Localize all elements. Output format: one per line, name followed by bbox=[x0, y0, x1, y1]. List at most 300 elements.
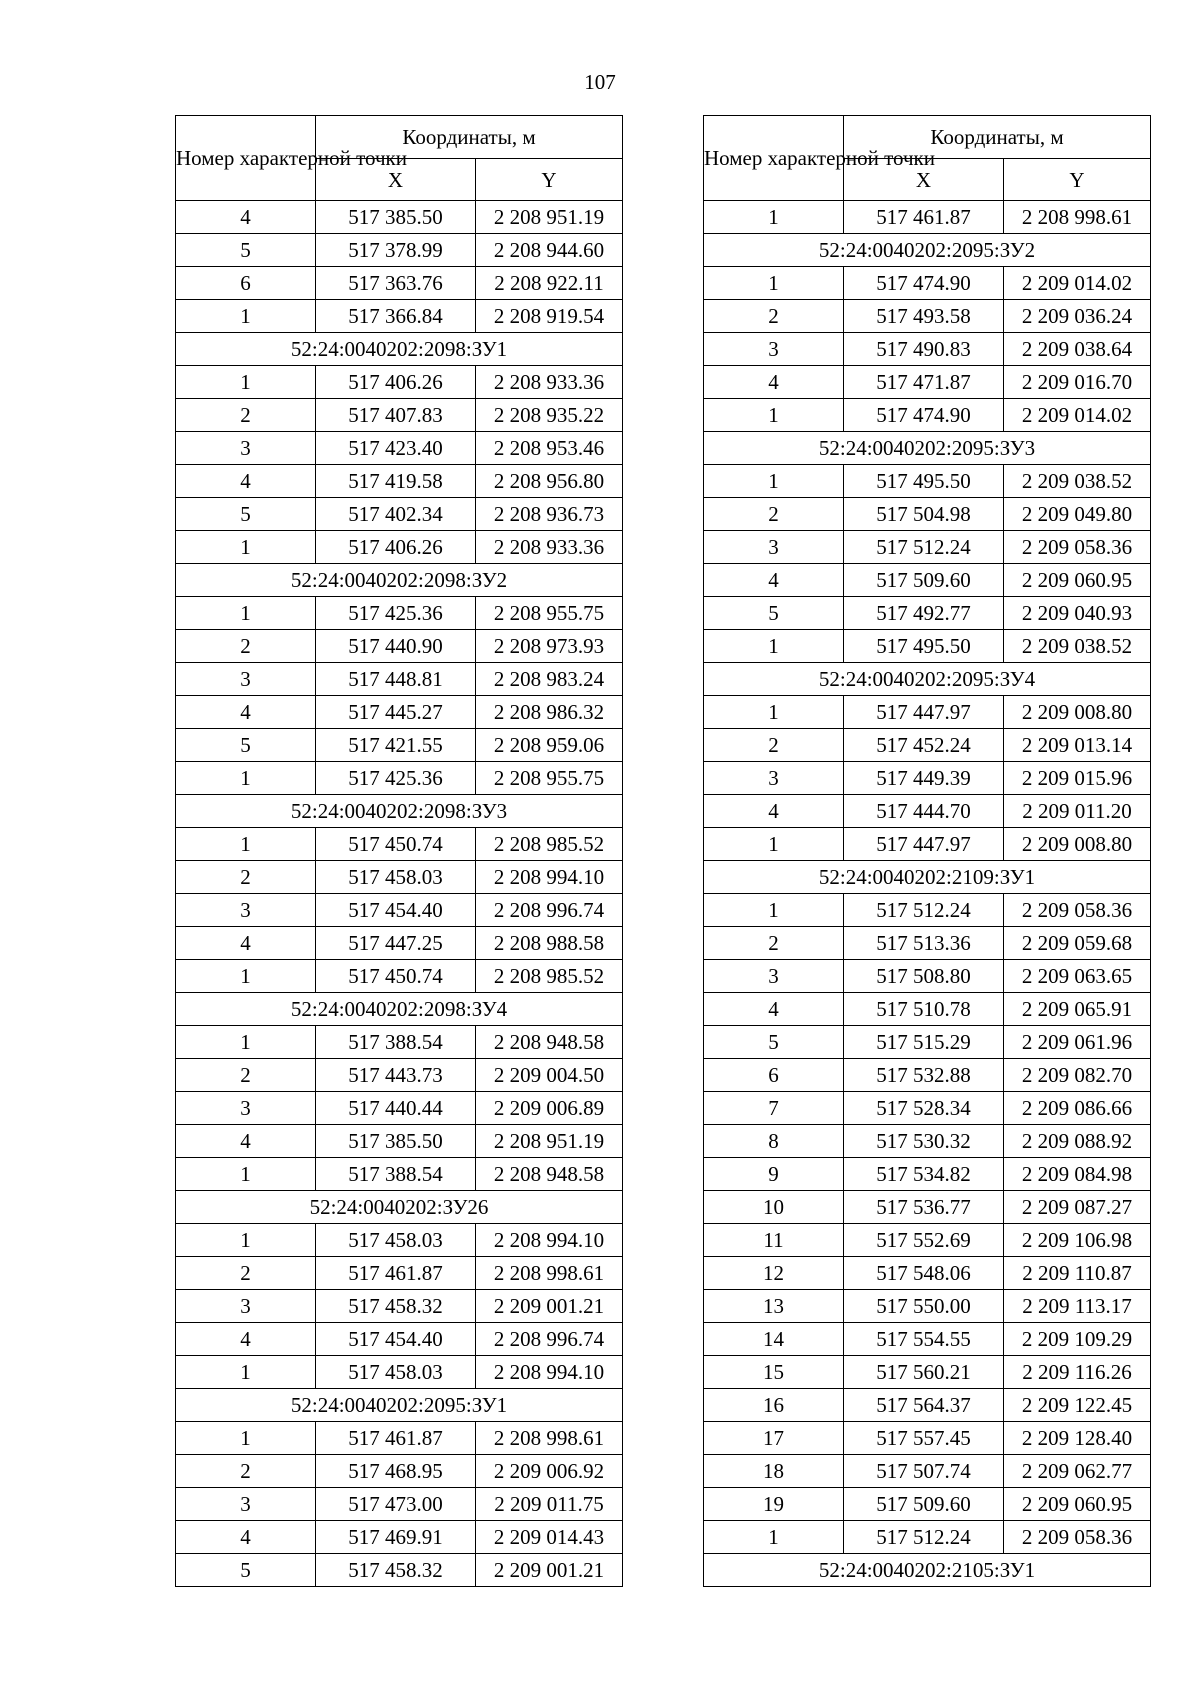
point-number: 1 bbox=[176, 1224, 316, 1257]
table-row bbox=[704, 1092, 1151, 1125]
y-coordinate: 2 209 087.27 bbox=[1004, 1191, 1151, 1224]
y-coordinate: 2 208 983.24 bbox=[476, 663, 623, 696]
y-coordinate: 2 209 014.43 bbox=[476, 1521, 623, 1554]
table-row bbox=[176, 234, 623, 267]
x-coordinate: 517 406.26 bbox=[316, 531, 476, 564]
y-coordinate: 2 209 038.52 bbox=[1004, 630, 1151, 663]
table-row bbox=[704, 1026, 1151, 1059]
y-coordinate: 2 208 986.32 bbox=[476, 696, 623, 729]
y-coordinate: 2 209 122.45 bbox=[1004, 1389, 1151, 1422]
x-coordinate: 517 452.24 bbox=[844, 729, 1004, 762]
y-coordinate: 2 208 956.80 bbox=[476, 465, 623, 498]
y-coordinate: 2 208 936.73 bbox=[476, 498, 623, 531]
table-row bbox=[176, 1455, 623, 1488]
table-row bbox=[176, 1488, 623, 1521]
x-coordinate: 517 554.55 bbox=[844, 1323, 1004, 1356]
y-coordinate: 2 209 049.80 bbox=[1004, 498, 1151, 531]
point-number-header: Номер характерной точки bbox=[176, 116, 316, 201]
x-coordinate: 517 513.36 bbox=[844, 927, 1004, 960]
table-row bbox=[704, 201, 1151, 234]
table-row bbox=[704, 1125, 1151, 1158]
table-row bbox=[176, 729, 623, 762]
x-coordinate: 517 458.03 bbox=[316, 1224, 476, 1257]
table-row bbox=[704, 762, 1151, 795]
table-row bbox=[176, 1158, 623, 1191]
page-number: 107 bbox=[584, 70, 616, 94]
x-coordinate: 517 419.58 bbox=[316, 465, 476, 498]
y-coordinate: 2 209 040.93 bbox=[1004, 597, 1151, 630]
y-coordinate: 2 208 935.22 bbox=[476, 399, 623, 432]
x-coordinate: 517 493.58 bbox=[844, 300, 1004, 333]
x-coordinate: 517 557.45 bbox=[844, 1422, 1004, 1455]
point-number: 3 bbox=[176, 1290, 316, 1323]
y-coordinate: 2 209 065.91 bbox=[1004, 993, 1151, 1026]
point-number: 9 bbox=[704, 1158, 844, 1191]
parcel-header-row bbox=[704, 861, 1151, 894]
parcel-header-row bbox=[704, 1554, 1151, 1587]
table-row bbox=[176, 1422, 623, 1455]
y-coordinate: 2 208 951.19 bbox=[476, 1125, 623, 1158]
point-number: 3 bbox=[176, 663, 316, 696]
point-number: 1 bbox=[704, 894, 844, 927]
x-coordinate: 517 458.03 bbox=[316, 1356, 476, 1389]
x-coordinate: 517 564.37 bbox=[844, 1389, 1004, 1422]
x-coordinate: 517 530.32 bbox=[844, 1125, 1004, 1158]
point-number: 1 bbox=[176, 531, 316, 564]
x-coordinate: 517 406.26 bbox=[316, 366, 476, 399]
parcel-header-row bbox=[704, 234, 1151, 267]
point-number: 2 bbox=[704, 498, 844, 531]
parcel-id: 52:24:0040202:2105:ЗУ1 bbox=[704, 1554, 1151, 1587]
table-row bbox=[704, 564, 1151, 597]
table-row bbox=[176, 1059, 623, 1092]
x-coordinate: 517 471.87 bbox=[844, 366, 1004, 399]
x-coordinate: 517 495.50 bbox=[844, 465, 1004, 498]
x-coordinate: 517 492.77 bbox=[844, 597, 1004, 630]
table-row bbox=[176, 432, 623, 465]
coordinates-table-left bbox=[175, 115, 623, 1587]
table-row bbox=[704, 1323, 1151, 1356]
point-number: 1 bbox=[176, 1422, 316, 1455]
y-coordinate: 2 209 001.21 bbox=[476, 1554, 623, 1587]
point-number: 1 bbox=[704, 465, 844, 498]
x-coordinate: 517 449.39 bbox=[844, 762, 1004, 795]
point-number: 1 bbox=[704, 828, 844, 861]
point-number: 6 bbox=[704, 1059, 844, 1092]
table-row bbox=[704, 1158, 1151, 1191]
table-row bbox=[176, 531, 623, 564]
point-number: 19 bbox=[704, 1488, 844, 1521]
point-number: 13 bbox=[704, 1290, 844, 1323]
y-coordinate: 2 208 933.36 bbox=[476, 531, 623, 564]
left-table-body bbox=[176, 201, 623, 1587]
point-number: 6 bbox=[176, 267, 316, 300]
parcel-header-row bbox=[704, 432, 1151, 465]
x-coordinate: 517 407.83 bbox=[316, 399, 476, 432]
x-coordinate: 517 447.97 bbox=[844, 828, 1004, 861]
y-coordinate: 2 209 011.75 bbox=[476, 1488, 623, 1521]
point-number: 2 bbox=[176, 861, 316, 894]
x-coordinate: 517 509.60 bbox=[844, 1488, 1004, 1521]
table-row bbox=[704, 894, 1151, 927]
x-header: X bbox=[844, 159, 1004, 201]
x-coordinate: 517 528.34 bbox=[844, 1092, 1004, 1125]
point-number: 1 bbox=[704, 630, 844, 663]
point-number: 2 bbox=[704, 729, 844, 762]
y-coordinate: 2 208 955.75 bbox=[476, 762, 623, 795]
y-coordinate: 2 208 919.54 bbox=[476, 300, 623, 333]
point-number: 4 bbox=[704, 993, 844, 1026]
table-row bbox=[704, 828, 1151, 861]
x-coordinate: 517 536.77 bbox=[844, 1191, 1004, 1224]
parcel-id: 52:24:0040202:2109:ЗУ1 bbox=[704, 861, 1151, 894]
point-number: 4 bbox=[176, 927, 316, 960]
point-number: 10 bbox=[704, 1191, 844, 1224]
table-row bbox=[704, 795, 1151, 828]
x-coordinate: 517 504.98 bbox=[844, 498, 1004, 531]
x-coordinate: 517 512.24 bbox=[844, 894, 1004, 927]
y-coordinate: 2 208 922.11 bbox=[476, 267, 623, 300]
point-number: 16 bbox=[704, 1389, 844, 1422]
y-coordinate: 2 209 063.65 bbox=[1004, 960, 1151, 993]
point-number: 1 bbox=[176, 828, 316, 861]
parcel-id: 52:24:0040202:2095:ЗУ2 bbox=[704, 234, 1151, 267]
x-coordinate: 517 458.32 bbox=[316, 1554, 476, 1587]
point-number: 3 bbox=[704, 531, 844, 564]
point-number: 3 bbox=[176, 894, 316, 927]
table-row bbox=[704, 1290, 1151, 1323]
table-row bbox=[704, 630, 1151, 663]
point-number: 2 bbox=[704, 300, 844, 333]
y-coordinate: 2 208 998.61 bbox=[476, 1422, 623, 1455]
x-coordinate: 517 515.29 bbox=[844, 1026, 1004, 1059]
x-coordinate: 517 445.27 bbox=[316, 696, 476, 729]
table-row bbox=[704, 993, 1151, 1026]
x-coordinate: 517 444.70 bbox=[844, 795, 1004, 828]
parcel-id: 52:24:0040202:2098:ЗУ2 bbox=[176, 564, 623, 597]
point-number: 14 bbox=[704, 1323, 844, 1356]
table-row bbox=[704, 729, 1151, 762]
y-coordinate: 2 208 985.52 bbox=[476, 960, 623, 993]
point-number: 1 bbox=[704, 399, 844, 432]
y-coordinate: 2 209 013.14 bbox=[1004, 729, 1151, 762]
y-coordinate: 2 209 086.66 bbox=[1004, 1092, 1151, 1125]
y-coordinate: 2 209 006.92 bbox=[476, 1455, 623, 1488]
x-coordinate: 517 490.83 bbox=[844, 333, 1004, 366]
y-coordinate: 2 208 944.60 bbox=[476, 234, 623, 267]
point-number: 1 bbox=[176, 300, 316, 333]
x-coordinate: 517 560.21 bbox=[844, 1356, 1004, 1389]
parcel-header-row bbox=[176, 1191, 623, 1224]
table-row bbox=[176, 465, 623, 498]
y-coordinate: 2 209 116.26 bbox=[1004, 1356, 1151, 1389]
point-number: 2 bbox=[176, 1059, 316, 1092]
table-row bbox=[704, 1389, 1151, 1422]
point-number: 3 bbox=[176, 1488, 316, 1521]
x-coordinate: 517 447.97 bbox=[844, 696, 1004, 729]
table-row bbox=[176, 1323, 623, 1356]
table-row bbox=[176, 630, 623, 663]
table-row bbox=[176, 201, 623, 234]
table-row bbox=[704, 531, 1151, 564]
x-coordinate: 517 495.50 bbox=[844, 630, 1004, 663]
x-coordinate: 517 474.90 bbox=[844, 267, 1004, 300]
table-row bbox=[176, 960, 623, 993]
table-row bbox=[176, 1290, 623, 1323]
x-coordinate: 517 440.44 bbox=[316, 1092, 476, 1125]
y-coordinate: 2 209 060.95 bbox=[1004, 564, 1151, 597]
point-number: 18 bbox=[704, 1455, 844, 1488]
y-coordinate: 2 209 084.98 bbox=[1004, 1158, 1151, 1191]
y-coordinate: 2 208 948.58 bbox=[476, 1158, 623, 1191]
x-coordinate: 517 458.32 bbox=[316, 1290, 476, 1323]
table-row bbox=[176, 1554, 623, 1587]
y-coordinate: 2 209 008.80 bbox=[1004, 696, 1151, 729]
y-coordinate: 2 208 996.74 bbox=[476, 1323, 623, 1356]
parcel-id: 52:24:0040202:2098:ЗУ4 bbox=[176, 993, 623, 1026]
point-number: 2 bbox=[176, 1455, 316, 1488]
point-number: 1 bbox=[176, 1026, 316, 1059]
parcel-id: 52:24:0040202:ЗУ26 bbox=[176, 1191, 623, 1224]
point-number-header: Номер характерной точки bbox=[704, 116, 844, 201]
point-number: 4 bbox=[176, 465, 316, 498]
table-row bbox=[704, 300, 1151, 333]
y-coordinate: 2 208 994.10 bbox=[476, 1224, 623, 1257]
x-coordinate: 517 550.00 bbox=[844, 1290, 1004, 1323]
x-coordinate: 517 508.80 bbox=[844, 960, 1004, 993]
point-number: 8 bbox=[704, 1125, 844, 1158]
table-row bbox=[704, 1455, 1151, 1488]
table-row bbox=[704, 960, 1151, 993]
x-coordinate: 517 447.25 bbox=[316, 927, 476, 960]
table-row bbox=[176, 1257, 623, 1290]
parcel-id: 52:24:0040202:2095:ЗУ4 bbox=[704, 663, 1151, 696]
x-coordinate: 517 385.50 bbox=[316, 1125, 476, 1158]
coordinates-header: Координаты, м bbox=[844, 116, 1151, 159]
y-coordinate: 2 208 933.36 bbox=[476, 366, 623, 399]
x-coordinate: 517 440.90 bbox=[316, 630, 476, 663]
x-coordinate: 517 552.69 bbox=[844, 1224, 1004, 1257]
table-row bbox=[176, 267, 623, 300]
x-coordinate: 517 461.87 bbox=[844, 201, 1004, 234]
point-number: 5 bbox=[176, 498, 316, 531]
x-coordinate: 517 510.78 bbox=[844, 993, 1004, 1026]
point-number: 4 bbox=[704, 795, 844, 828]
point-number: 1 bbox=[704, 696, 844, 729]
point-number: 3 bbox=[704, 762, 844, 795]
point-number: 3 bbox=[176, 1092, 316, 1125]
point-number: 3 bbox=[704, 333, 844, 366]
y-coordinate: 2 209 008.80 bbox=[1004, 828, 1151, 861]
y-coordinate: 2 208 959.06 bbox=[476, 729, 623, 762]
point-number: 2 bbox=[176, 399, 316, 432]
table-row bbox=[176, 696, 623, 729]
point-number: 5 bbox=[704, 1026, 844, 1059]
x-coordinate: 517 425.36 bbox=[316, 597, 476, 630]
x-coordinate: 517 512.24 bbox=[844, 1521, 1004, 1554]
point-number: 1 bbox=[176, 960, 316, 993]
x-coordinate: 517 385.50 bbox=[316, 201, 476, 234]
table-row bbox=[704, 1059, 1151, 1092]
x-coordinate: 517 509.60 bbox=[844, 564, 1004, 597]
table-row bbox=[704, 1356, 1151, 1389]
table-row bbox=[704, 597, 1151, 630]
point-number: 5 bbox=[176, 729, 316, 762]
table-row bbox=[176, 597, 623, 630]
x-coordinate: 517 402.34 bbox=[316, 498, 476, 531]
point-number: 17 bbox=[704, 1422, 844, 1455]
point-number: 5 bbox=[176, 1554, 316, 1587]
parcel-id: 52:24:0040202:2095:ЗУ1 bbox=[176, 1389, 623, 1422]
x-coordinate: 517 454.40 bbox=[316, 894, 476, 927]
y-coordinate: 2 209 061.96 bbox=[1004, 1026, 1151, 1059]
x-coordinate: 517 443.73 bbox=[316, 1059, 476, 1092]
table-row bbox=[176, 927, 623, 960]
y-coordinate: 2 209 006.89 bbox=[476, 1092, 623, 1125]
y-coordinate: 2 209 011.20 bbox=[1004, 795, 1151, 828]
table-row bbox=[704, 333, 1151, 366]
x-coordinate: 517 474.90 bbox=[844, 399, 1004, 432]
table-row bbox=[704, 1422, 1151, 1455]
y-coordinate: 2 209 128.40 bbox=[1004, 1422, 1151, 1455]
parcel-header-row bbox=[176, 564, 623, 597]
point-number: 1 bbox=[176, 366, 316, 399]
x-coordinate: 517 363.76 bbox=[316, 267, 476, 300]
y-coordinate: 2 209 106.98 bbox=[1004, 1224, 1151, 1257]
point-number: 7 bbox=[704, 1092, 844, 1125]
x-coordinate: 517 532.88 bbox=[844, 1059, 1004, 1092]
point-number: 15 bbox=[704, 1356, 844, 1389]
y-coordinate: 2 208 994.10 bbox=[476, 861, 623, 894]
y-coordinate: 2 209 058.36 bbox=[1004, 1521, 1151, 1554]
parcel-header-row bbox=[704, 663, 1151, 696]
y-coordinate: 2 208 994.10 bbox=[476, 1356, 623, 1389]
x-coordinate: 517 534.82 bbox=[844, 1158, 1004, 1191]
parcel-id: 52:24:0040202:2095:ЗУ3 bbox=[704, 432, 1151, 465]
table-row bbox=[176, 762, 623, 795]
table-row bbox=[176, 828, 623, 861]
point-number: 11 bbox=[704, 1224, 844, 1257]
y-header: Y bbox=[476, 159, 623, 201]
x-coordinate: 517 461.87 bbox=[316, 1422, 476, 1455]
table-row bbox=[704, 1521, 1151, 1554]
table-row bbox=[176, 1026, 623, 1059]
point-number: 3 bbox=[704, 960, 844, 993]
y-coordinate: 2 209 036.24 bbox=[1004, 300, 1151, 333]
table-row bbox=[176, 861, 623, 894]
parcel-id: 52:24:0040202:2098:ЗУ3 bbox=[176, 795, 623, 828]
table-row bbox=[176, 1092, 623, 1125]
point-number: 4 bbox=[176, 201, 316, 234]
y-coordinate: 2 208 953.46 bbox=[476, 432, 623, 465]
point-number: 1 bbox=[704, 1521, 844, 1554]
point-number: 2 bbox=[176, 630, 316, 663]
table-row bbox=[176, 1125, 623, 1158]
table-row bbox=[176, 1521, 623, 1554]
y-coordinate: 2 209 060.95 bbox=[1004, 1488, 1151, 1521]
y-coordinate: 2 209 058.36 bbox=[1004, 894, 1151, 927]
y-coordinate: 2 209 014.02 bbox=[1004, 267, 1151, 300]
y-coordinate: 2 209 109.29 bbox=[1004, 1323, 1151, 1356]
coordinates-table-right bbox=[703, 115, 1151, 1587]
y-coordinate: 2 209 082.70 bbox=[1004, 1059, 1151, 1092]
x-coordinate: 517 421.55 bbox=[316, 729, 476, 762]
point-number: 1 bbox=[704, 267, 844, 300]
y-coordinate: 2 208 948.58 bbox=[476, 1026, 623, 1059]
y-coordinate: 2 209 015.96 bbox=[1004, 762, 1151, 795]
point-number: 5 bbox=[176, 234, 316, 267]
point-number: 4 bbox=[176, 1521, 316, 1554]
x-coordinate: 517 512.24 bbox=[844, 531, 1004, 564]
table-row bbox=[704, 1488, 1151, 1521]
point-number: 1 bbox=[176, 1356, 316, 1389]
table-row bbox=[704, 927, 1151, 960]
x-coordinate: 517 469.91 bbox=[316, 1521, 476, 1554]
x-coordinate: 517 468.95 bbox=[316, 1455, 476, 1488]
y-coordinate: 2 208 973.93 bbox=[476, 630, 623, 663]
x-coordinate: 517 450.74 bbox=[316, 828, 476, 861]
y-coordinate: 2 208 998.61 bbox=[1004, 201, 1151, 234]
y-header: Y bbox=[1004, 159, 1151, 201]
y-coordinate: 2 209 004.50 bbox=[476, 1059, 623, 1092]
point-number: 1 bbox=[176, 597, 316, 630]
y-coordinate: 2 208 988.58 bbox=[476, 927, 623, 960]
parcel-header-row bbox=[176, 795, 623, 828]
table-row bbox=[704, 366, 1151, 399]
point-number: 4 bbox=[704, 564, 844, 597]
point-number: 4 bbox=[704, 366, 844, 399]
table-row bbox=[704, 1224, 1151, 1257]
x-coordinate: 517 423.40 bbox=[316, 432, 476, 465]
parcel-header-row bbox=[176, 333, 623, 366]
table-row bbox=[176, 1224, 623, 1257]
y-coordinate: 2 209 014.02 bbox=[1004, 399, 1151, 432]
point-number: 3 bbox=[176, 432, 316, 465]
y-coordinate: 2 209 058.36 bbox=[1004, 531, 1151, 564]
y-coordinate: 2 209 113.17 bbox=[1004, 1290, 1151, 1323]
y-coordinate: 2 209 016.70 bbox=[1004, 366, 1151, 399]
y-coordinate: 2 209 001.21 bbox=[476, 1290, 623, 1323]
x-coordinate: 517 507.74 bbox=[844, 1455, 1004, 1488]
x-coordinate: 517 461.87 bbox=[316, 1257, 476, 1290]
point-number: 1 bbox=[176, 1158, 316, 1191]
y-coordinate: 2 209 088.92 bbox=[1004, 1125, 1151, 1158]
table-row bbox=[704, 498, 1151, 531]
point-number: 5 bbox=[704, 597, 844, 630]
point-number: 4 bbox=[176, 1323, 316, 1356]
x-coordinate: 517 378.99 bbox=[316, 234, 476, 267]
table-row bbox=[176, 498, 623, 531]
table-row bbox=[704, 399, 1151, 432]
parcel-header-row bbox=[176, 993, 623, 1026]
y-coordinate: 2 209 038.64 bbox=[1004, 333, 1151, 366]
point-number: 1 bbox=[176, 762, 316, 795]
table-row bbox=[704, 696, 1151, 729]
parcel-id: 52:24:0040202:2098:ЗУ1 bbox=[176, 333, 623, 366]
y-coordinate: 2 208 998.61 bbox=[476, 1257, 623, 1290]
x-coordinate: 517 454.40 bbox=[316, 1323, 476, 1356]
x-coordinate: 517 388.54 bbox=[316, 1158, 476, 1191]
y-coordinate: 2 208 955.75 bbox=[476, 597, 623, 630]
x-coordinate: 517 548.06 bbox=[844, 1257, 1004, 1290]
x-header: X bbox=[316, 159, 476, 201]
table-row bbox=[704, 1257, 1151, 1290]
point-number: 1 bbox=[704, 201, 844, 234]
table-row bbox=[704, 267, 1151, 300]
y-coordinate: 2 208 996.74 bbox=[476, 894, 623, 927]
x-coordinate: 517 458.03 bbox=[316, 861, 476, 894]
x-coordinate: 517 473.00 bbox=[316, 1488, 476, 1521]
